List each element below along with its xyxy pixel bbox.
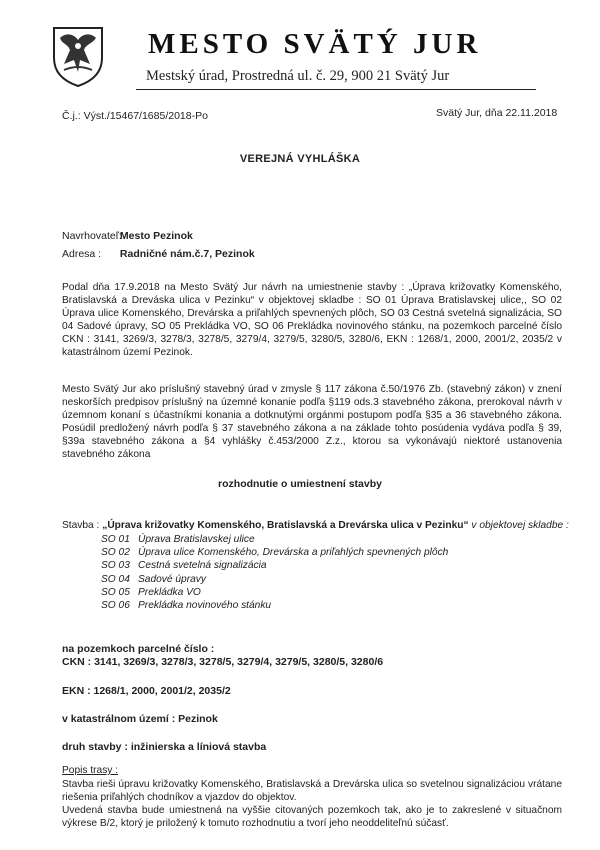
header-divider	[136, 89, 536, 90]
construction-type: druh stavby : inžinierska a líniová stavba	[62, 741, 267, 753]
city-name: MESTO SVÄTÝ JUR	[148, 28, 482, 60]
decision-heading: rozhodnutie o umiestnení stavby	[218, 478, 382, 490]
applicant-row	[62, 230, 193, 242]
address-row	[62, 248, 255, 260]
reference-number: Č.j.: Výst./15467/1685/2018-Po	[62, 110, 208, 122]
list-item: SO 05 Prekládka VO	[101, 586, 201, 598]
list-item: SO 02 Úprava ulice Komenského, Drevárska a priľahlých spevnených plôch	[101, 547, 449, 559]
object-list	[101, 533, 448, 612]
description-line-1: Stavba rieši úpravu križovatky Komenského, Bratislavská a Drevárska ulica so svetelnou signalizáciou vrátane riešenia priľahlých chodníkov a vjazdov do objektov.	[62, 779, 562, 803]
parcels-ekn: EKN : 1268/1, 2000, 2001/2, 2035/2	[62, 685, 231, 697]
list-item: SO 04 Sadové úpravy	[101, 573, 206, 585]
authority-paragraph: Mesto Svätý Jur ako príslušný stavebný úrad v zmysle § 117 zákona č.50/1976 Zb. (stavebný zákon) v znení neskorších predpisov príslušný na územné konanie podľa §119 ods.3 stavebného zákona, prerokoval návrh v územnom konaní s účastníkmi konania a dotknutými orgánmi postupom podľa §35 a 36 stavebného zákona. Posúdil predložený návrh podľa § 37 stavebného zákona a na základe tohto posúdenia vydáva podľa § 39, §39a stavebného zákona a §4 vyhlášky č.453/2000 Z.z., ktorou sa vykonávajú niektoré ustanovenia stavebného zákona	[62, 384, 562, 460]
address-value: Radničné nám.č.7, Pezinok	[119, 248, 255, 260]
construction-name: „Úprava križovatky Komenského, Bratislavská a Drevárska ulica v Pezinku“	[102, 520, 469, 531]
parcels-ckn: CKN : 3141, 3269/3, 3278/3, 3278/5, 3279/4, 3279/5, 3280/5, 3280/6	[62, 656, 384, 668]
office-address: Mestský úrad, Prostredná ul. č. 29, 900 21 Svätý Jur	[146, 68, 450, 84]
application-paragraph: Podal dňa 17.9.2018 na Mesto Svätý Jur návrh na umiestnenie stavby : „Úprava križovatky Komenského, Bratislavská a Dreváska ulica v Pezinku“ v objektovej skladbe : SO 01 Úprava Bratislavskej ulice,, SO 02 Úprava ulice Komenského, Drevárska a priľahlých spevnených plôch, SO 03 Cestná svetelná signalizácia, SO 04 Sadové úpravy, SO 05 Prekládka VO, SO 06 Prekládka novinového stánku, na pozemkoch parcelné číslo CKN : 3141, 3269/3, 3278/3, 3278/5, 3279/4, 3279/5, 3280/5, 3280/6, EKN : 1268/1, 2000, 2001/2, 2035/2 v katastrálnom území Pezinok.	[62, 282, 562, 358]
city-coat-of-arms-icon	[50, 24, 106, 88]
description-line-2: Uvedená stavba bude umiestnená na vyššie citovaných pozemkoch tak, ako je to zakreslené v situačnom výkrese B/2, ktorý je priložený k tomuto rozhodnutiu a tvorí jeho neoddeliteľnú súčasť.	[62, 805, 562, 829]
document-title: VEREJNÁ VYHLÁŠKA	[239, 153, 361, 165]
list-item: SO 06 Prekládka novinového stánku	[101, 599, 272, 611]
list-item: SO 03 Cestná svetelná signalizácia	[101, 560, 267, 572]
construction-line	[62, 520, 569, 531]
cadastral-area: v katastrálnom území : Pezinok	[62, 713, 218, 725]
construction-label: Stavba :	[62, 520, 103, 531]
route-description	[62, 778, 562, 830]
list-item: SO 01 Úprava Bratislavskej ulice	[101, 534, 255, 545]
applicant-value: Mesto Pezinok	[119, 230, 193, 242]
route-description-heading: Popis trasy :	[62, 765, 119, 776]
parcels-label: na pozemkoch parcelné číslo :	[62, 643, 215, 655]
address-label: Adresa :	[62, 248, 102, 260]
place-and-date: Svätý Jur, dňa 22.11.2018	[436, 107, 558, 119]
construction-suffix: v objektovej skladbe :	[468, 520, 569, 531]
applicant-label: Navrhovateľ:	[62, 230, 122, 242]
